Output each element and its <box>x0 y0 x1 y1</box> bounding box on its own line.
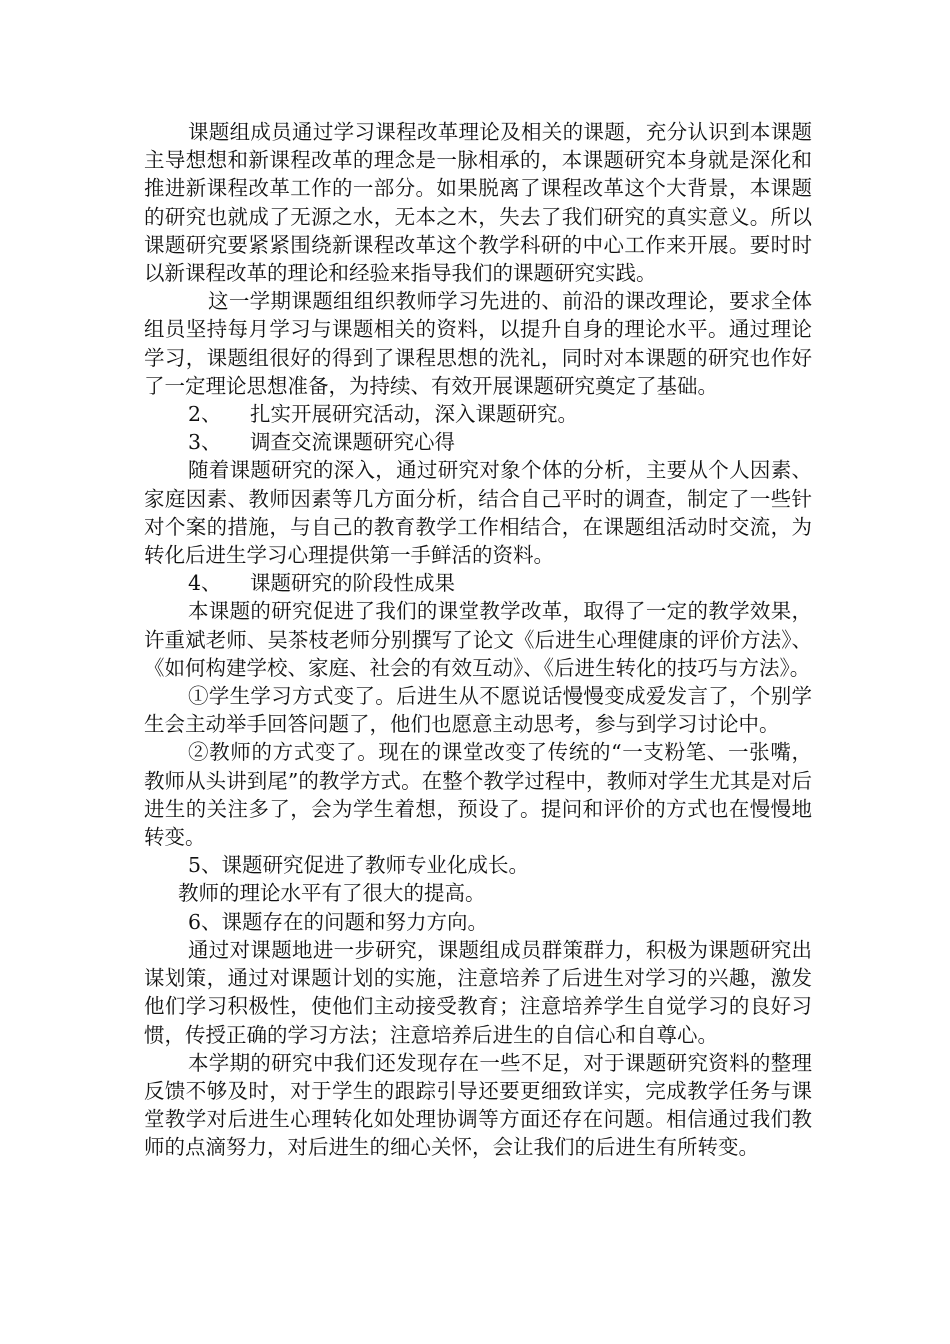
paragraph-investigation: 随着课题研究的深入，通过研究对象个体的分析，主要从个人因素、家庭因素、教师因素等几方面分析，结合自己平时的调查，制定了一些针对个案的措施，与自己的教育教学工作相结合，在课题组活动时交流，为转化后进生学习心理提供第一手鲜活的资料。 <box>144 458 812 568</box>
paragraph-item-6: 6、课题存在的问题和努力方向。 <box>188 909 489 934</box>
list-item-4-text: 课题研究的阶段性成果 <box>250 571 455 596</box>
document-body <box>144 118 812 1162</box>
list-item-3-number: 3、 <box>188 430 222 455</box>
paragraph-theory-study: 这一学期课题组组织教师学习先进的、前沿的课改理论，要求全体组员坚持每月学习与课题相关的资料，以提升自身的理论水平。通过理论学习，课题组很好的得到了课程思想的洗礼，同时对本课题的研究也作好了一定理论思想准备，为持续、有效开展课题研究奠定了基础。 <box>144 289 812 398</box>
paragraph-student-change: ①学生学习方式变了。后进生从不愿说话慢慢变成爱发言了，个别学生会主动举手回答问题了，他们也愿意主动思考，参与到学习讨论中。 <box>144 684 812 737</box>
list-item-2-text: 扎实开展研究活动，深入课题研究。 <box>250 402 578 427</box>
list-item-4 <box>144 569 812 597</box>
paragraph-item-5: 5、课题研究促进了教师专业化成长。 <box>188 853 530 878</box>
paragraph-teacher-theory: 教师的理论水平有了很大的提高。 <box>178 881 486 906</box>
list-item-3-text: 调查交流课题研究心得 <box>250 430 455 455</box>
paragraph-intro: 课题组成员通过学习课程改革理论及相关的课题，充分认识到本课题主导想想和新课程改革的理念是一脉相承的，本课题研究本身就是深化和推进新课程改革工作的一部分。如果脱离了课程改革这个大背景，本课题的研究也就成了无源之水，无本之木，失去了我们研究的真实意义。所以课题研究要紧紧围绕新课程改革这个教学科研的中心工作来开展。要时时以新课程改革的理论和经验来指导我们的课题研究实践。 <box>144 120 812 286</box>
paragraph-shortcomings: 本学期的研究中我们还发现存在一些不足，对于课题研究资料的整理反馈不够及时，对于学生的跟踪引导还要更细致详实，完成教学任务与课堂教学对后进生心理转化如处理协调等方面还存在问题。相信通过我们教师的点滴努力，对后进生的细心关怀，会让我们的后进生有所转变。 <box>144 1050 812 1160</box>
paragraph-results: 本课题的研究促进了我们的课堂教学改革，取得了一定的教学效果，许重斌老师、吴茶枝老师分别撰写了论文《后进生心理健康的评价方法》、《如何构建学校、家庭、社会的有效互动》、《后进生转化的技巧与方法》。 <box>144 599 812 680</box>
list-item-4-number: 4、 <box>188 571 222 596</box>
list-item-2-number: 2、 <box>188 402 222 427</box>
list-item-3 <box>144 428 812 456</box>
paragraph-further-research: 通过对课题地进一步研究，课题组成员群策群力，积极为课题研究出谋划策，通过对课题计划的实施，注意培养了后进生对学习的兴趣，激发他们学习积极性，使他们主动接受教育；注意培养学生自觉学习的良好习惯，传授正确的学习方法；注意培养后进生的自信心和自尊心。 <box>144 937 812 1047</box>
paragraph-teacher-change: ②教师的方式变了。现在的课堂改变了传统的“一支粉笔、一张嘴，教师从头讲到尾”的教学方式。在整个教学过程中，教师对学生尤其是对后进生的关注多了，会为学生着想，预设了。提问和评价的方式也在慢慢地转变。 <box>144 740 812 850</box>
list-item-2 <box>144 400 812 428</box>
